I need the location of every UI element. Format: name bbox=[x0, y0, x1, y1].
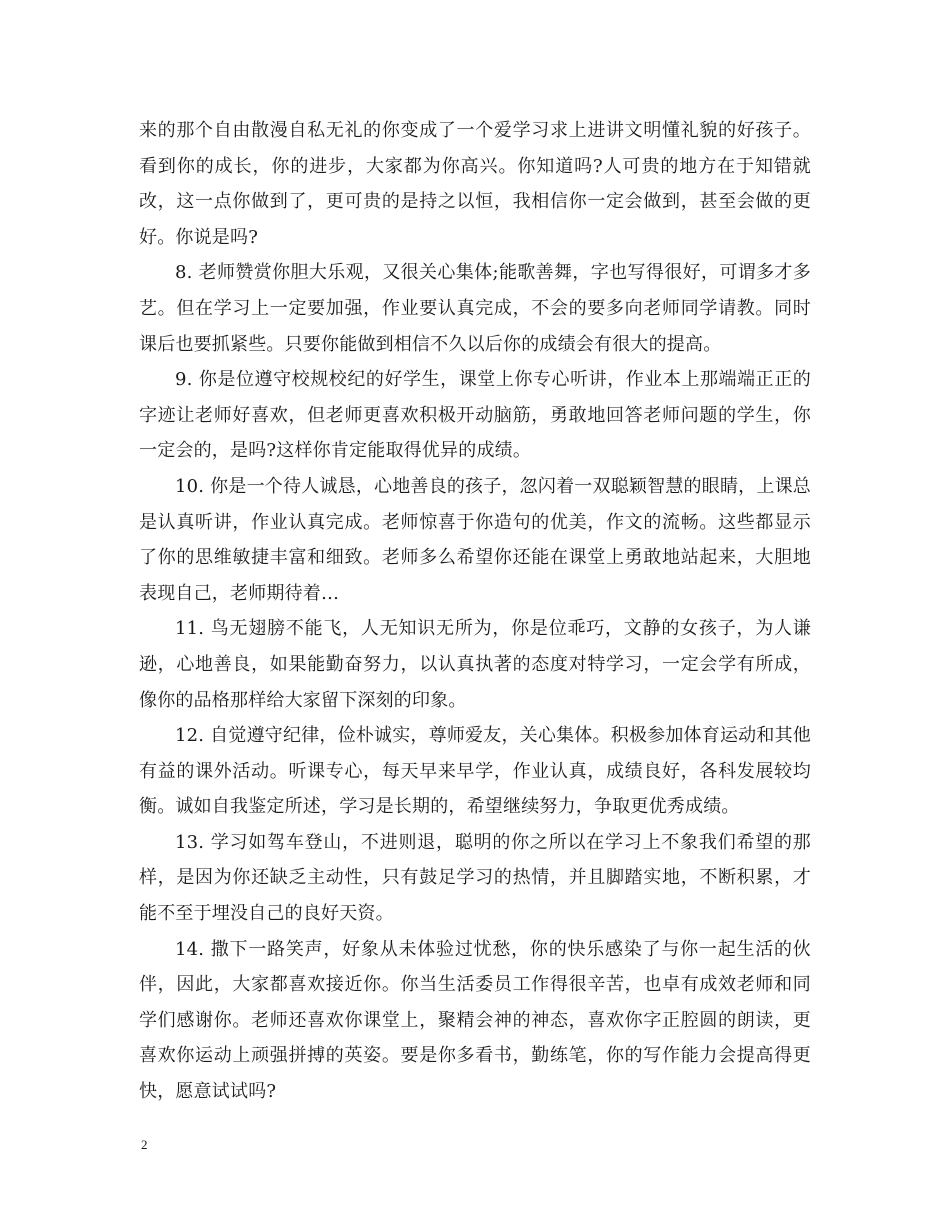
paragraph-comment-8: 8. 老师赞赏你胆大乐观，又很关心集体;能歌善舞，字也写得很好，可谓多才多艺。但在学习上一定要加强，作业要认真完成，不会的要多向老师同学请教。同时课后也要抓紧些。只要你能做到相信不久以后你的成绩会有很大的提高。 bbox=[139, 262, 811, 355]
paragraph-comment-10: 10. 你是一个待人诚恳，心地善良的孩子，忽闪着一双聪颖智慧的眼睛，上课总是认真听讲，作业认真完成。老师惊喜于你造句的优美，作文的流畅。这些都显示了你的思维敏捷丰富和细致。老师多么希望你还能在课堂上勇敢地站起来，大胆地表现自己，老师期待着… bbox=[139, 475, 811, 604]
document-body bbox=[139, 113, 811, 1110]
paragraph-continuation: 来的那个自由散漫自私无礼的你变成了一个爱学习求上进讲文明懂礼貌的好孩子。看到你的成长，你的进步，大家都为你高兴。你知道吗?人可贵的地方在于知错就改，这一点你做到了，更可贵的是持之以恒，我相信你一定会做到，甚至会做的更好。你说是吗? bbox=[139, 120, 811, 248]
paragraph-comment-13: 13. 学习如驾车登山，不进则退，聪明的你之所以在学习上不象我们希望的那样，是因为你还缺乏主动性，只有鼓足学习的热情，并且脚踏实地，不断积累，才能不至于埋没自己的良好天资。 bbox=[139, 831, 811, 925]
paragraph-comment-9: 9. 你是位遵守校规校纪的好学生，课堂上你专心听讲，作业本上那端端正正的字迹让老师好喜欢，但老师更喜欢积极开动脑筋，勇敢地回答老师问题的学生，你一定会的，是吗?这样你肯定能取得优异的成绩。 bbox=[139, 369, 811, 462]
paragraph-comment-11: 11. 鸟无翅膀不能飞，人无知识无所为，你是位乖巧，文静的女孩子，为人谦逊，心地善良，如果能勤奋努力，以认真执著的态度对特学习，一定会学有所成，像你的品格那样给大家留下深刻的印象。 bbox=[139, 618, 811, 711]
paragraph-comment-14: 14. 撒下一路笑声，好象从未体验过忧愁，你的快乐感染了与你一起生活的伙伴，因此，大家都喜欢接近你。你当生活委员工作得很辛苦，也卓有成效老师和同学们感谢你。老师还喜欢你课堂上，聚精会神的神态，喜欢你字正腔圆的朗读，更喜欢你运动上顽强拼搏的英姿。要是你多看书，勤练笔，你的写作能力会提高得更快，愿意试试吗? bbox=[139, 938, 811, 1103]
paragraph-comment-12: 12. 自觉遵守纪律，俭朴诚实，尊师爱友，关心集体。积极参加体育运动和其他有益的课外活动。听课专心，每天早来早学，作业认真，成绩良好，各科发展较均衡。诚如自我鉴定所述，学习是长期的，希望继续努力，争取更优秀成绩。 bbox=[139, 725, 811, 818]
page-number: 2 bbox=[141, 1137, 148, 1152]
